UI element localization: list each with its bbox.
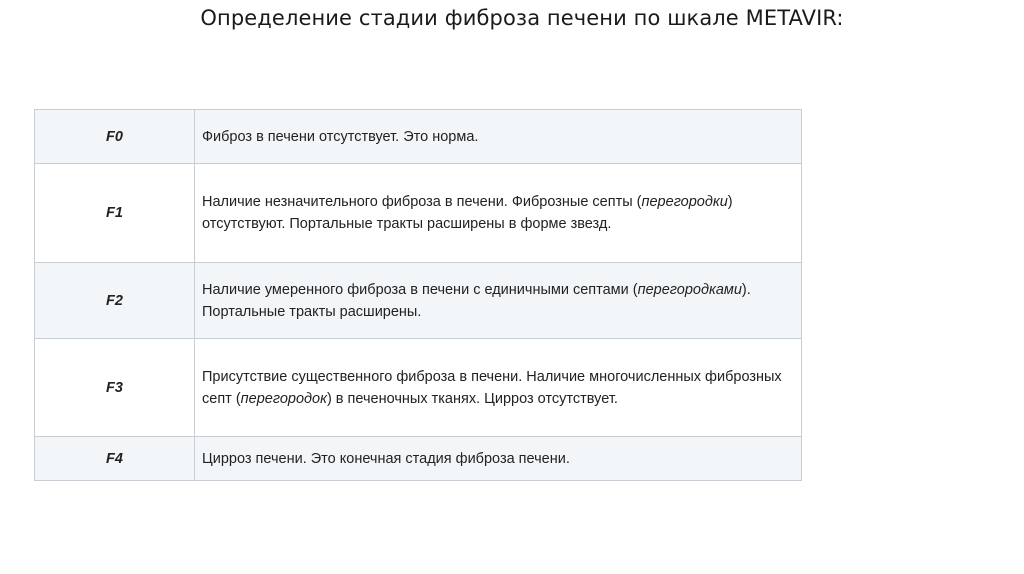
description-text: Наличие незначительного фиброза в печени. Фиброзные септы ( [202,194,642,210]
stage-cell: F1 [35,164,195,263]
description-text: Цирроз печени. Это конечная стадия фиброза печени. [202,450,570,467]
description-text: Наличие умеренного фиброза в печени с единичными септами ( [202,281,638,298]
table-row [35,164,802,263]
stage-cell: F0 [35,110,195,164]
description-italic-text: перегородок [240,390,327,407]
stage-cell: F4 [35,437,195,481]
description-italic-text: перегородки [641,194,728,210]
description-text: ) отсутствуют. Портальные тракты расширены в форме звезд. [202,194,733,232]
description-cell [195,339,802,437]
table-row [35,263,802,339]
description-cell [195,437,802,481]
table-row [35,437,802,481]
table-row [35,110,802,164]
description-cell [195,263,802,339]
description-text: Присутствие существенного фиброза в печени. Наличие многочисленных фиброзных септ ( [202,368,782,407]
description-text: Фиброз в печени отсутствует. Это норма. [202,128,479,145]
page-title: Определение стадии фиброза печени по шкале METAVIR: [200,6,844,30]
description-cell [195,110,802,164]
description-text: ). Портальные тракты расширены. [202,281,751,320]
description-italic-text: перегородками [637,281,742,298]
description-cell [195,164,802,263]
metavir-table [34,109,802,481]
table-row [35,339,802,437]
stage-cell: F2 [35,263,195,339]
stage-cell: F3 [35,339,195,437]
description-text: ) в печеночных тканях. Цирроз отсутствует. [326,390,618,407]
